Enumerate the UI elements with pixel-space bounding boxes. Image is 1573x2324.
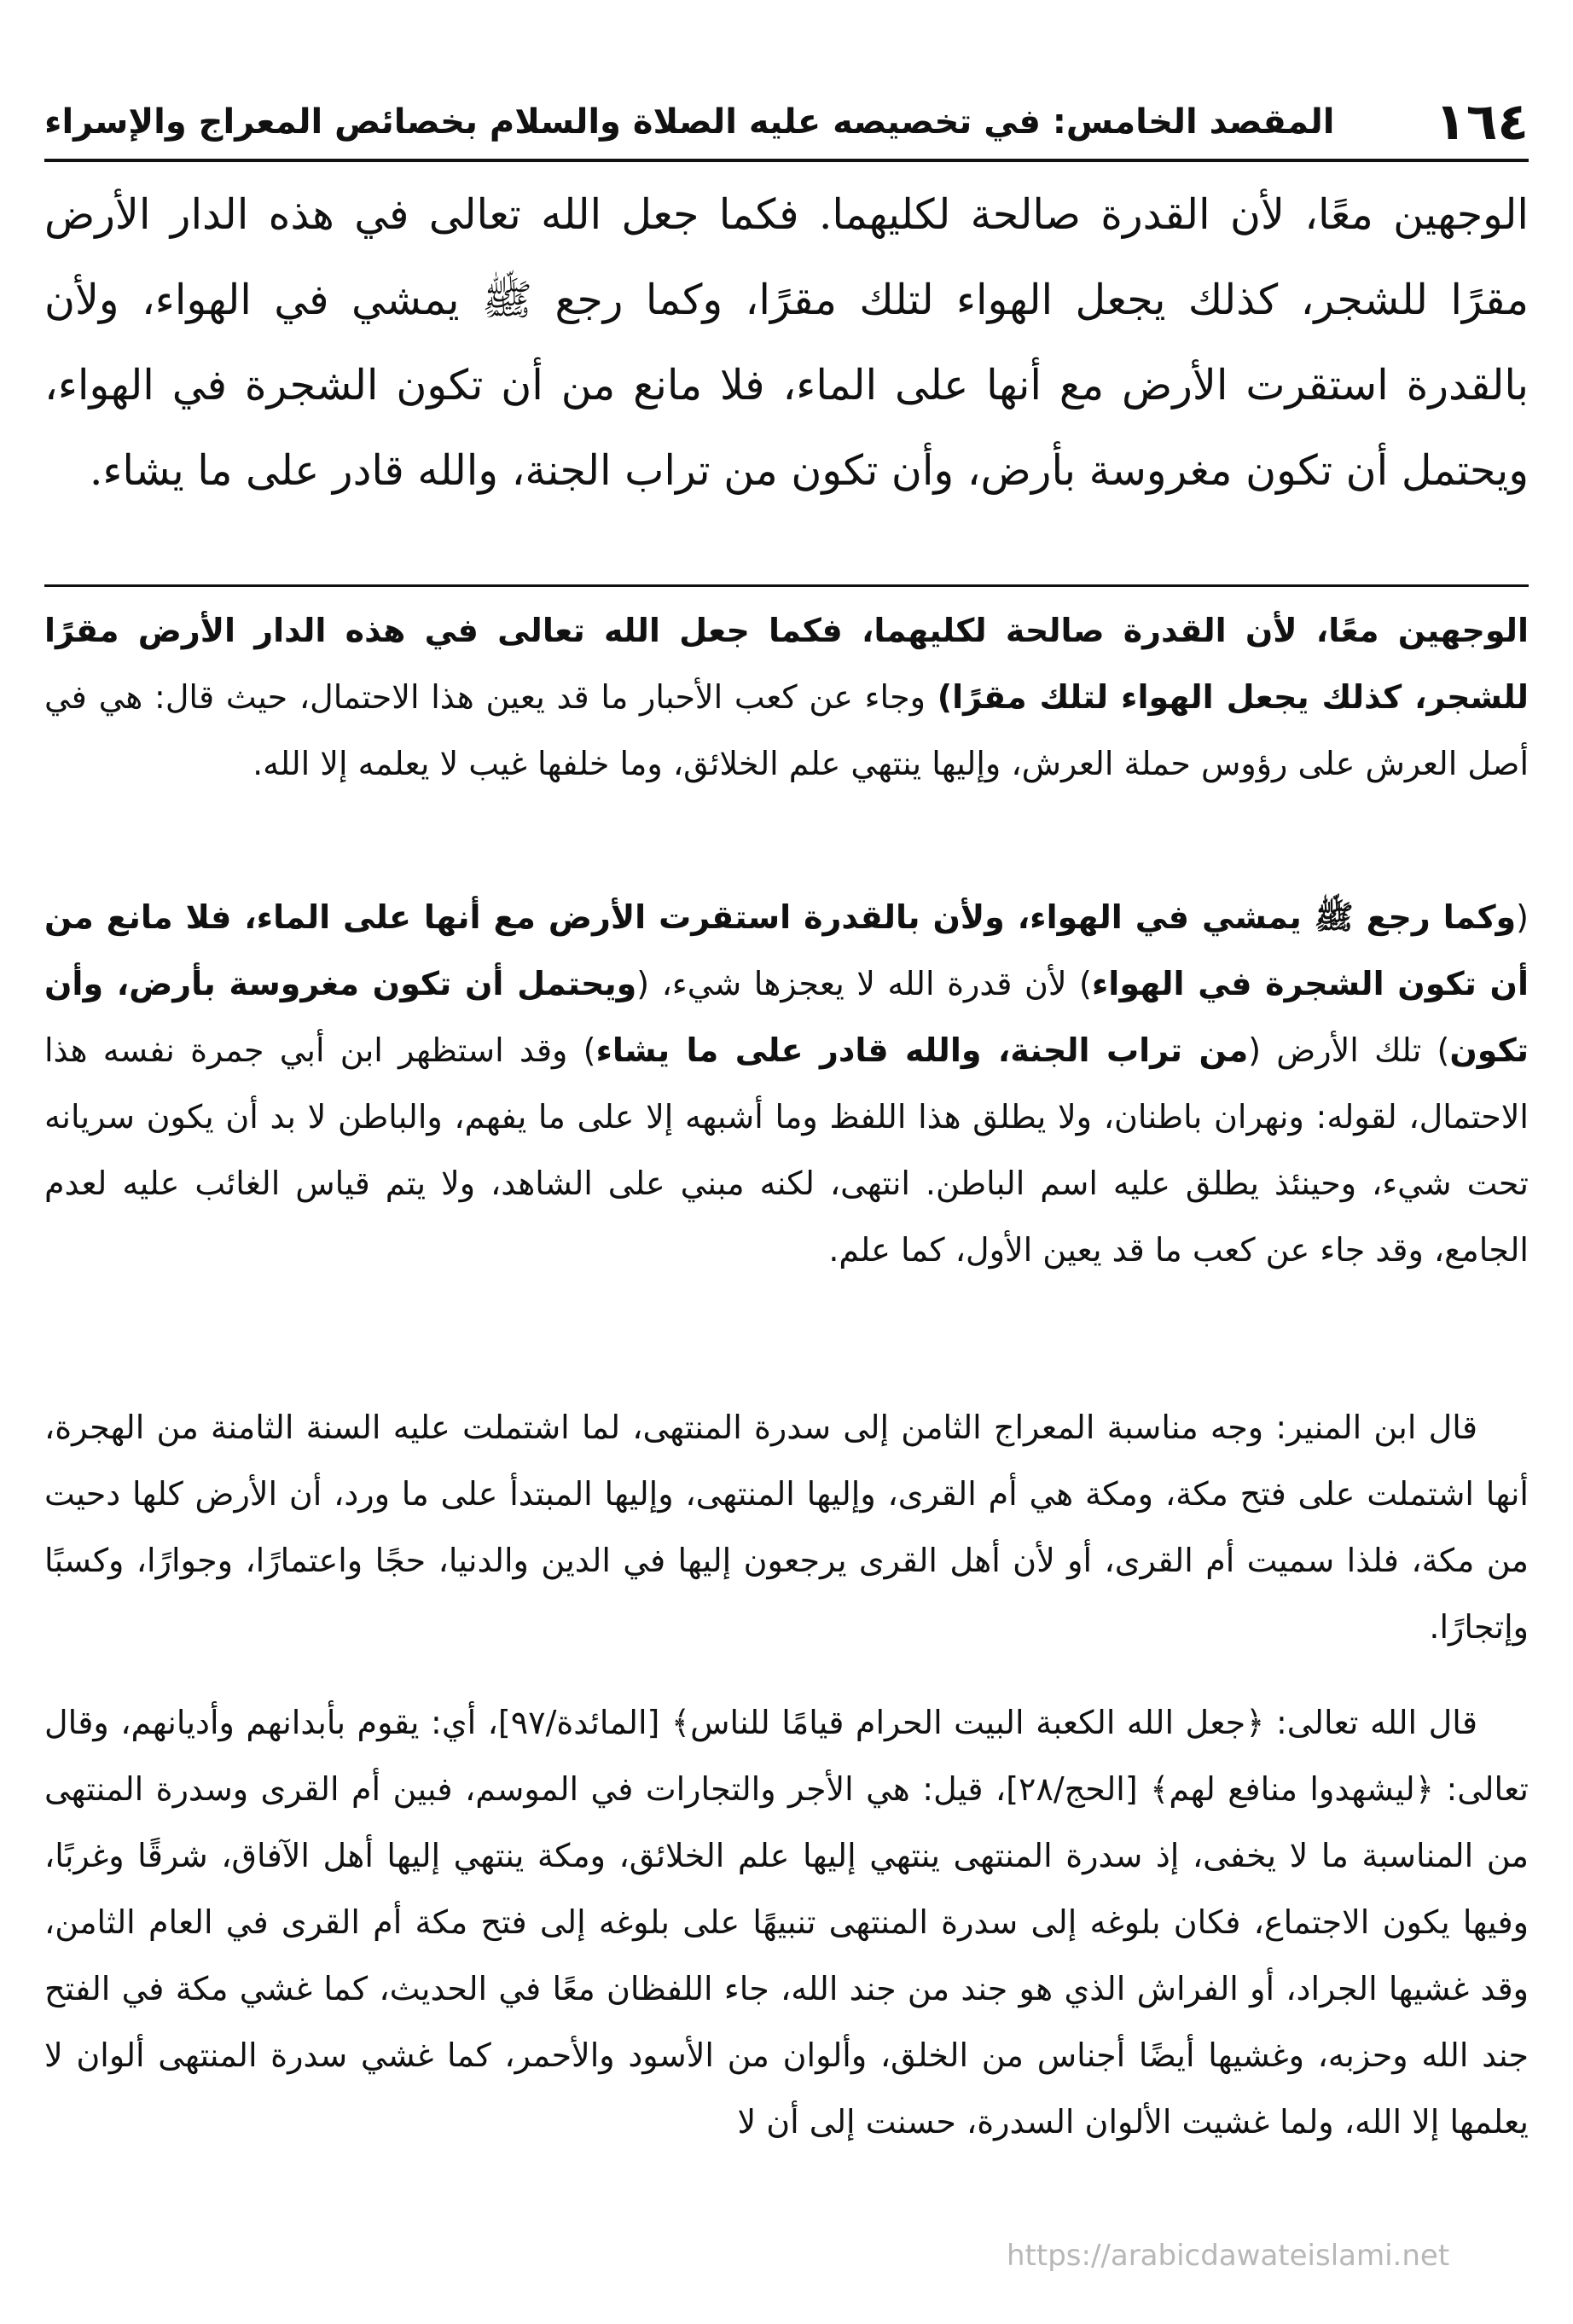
- running-title: المقصد الخامس: في تخصيصه عليه الصلاة والسلام بخصائص المعراج والإسراء: [44, 102, 1335, 142]
- text-commentary-divider: [44, 584, 1529, 587]
- running-header: [44, 92, 1529, 152]
- commentary-text: وجاء عن كعب الأحبار ما قد يعين هذا الاحتمال، حيث قال: هي في أصل العرش على رؤوس حملة العرش، وإليها ينتهي علم الخلائق، وما خلفها غيب لا يعلمه إلا الله.: [44, 678, 1529, 782]
- watermark: https://arabicdawateislami.net: [1007, 2239, 1450, 2273]
- header-rule: [44, 159, 1529, 162]
- commentary-paragraph-1: [44, 597, 1529, 797]
- main-text: الوجهين معًا، لأن القدرة صالحة لكليهما. فكما جعل الله تعالى في هذه الدار الأرض مقرًا للشجر، كذلك يجعل الهواء لتلك مقرًا، وكما رجع ﷺ يمشي في الهواء، ولأن بالقدرة استقرت الأرض مع أنها على الماء، فلا مانع من أن تكون الشجرة في الهواء، ويحتمل أن تكون مغروسة بأرض، وأن تكون من تراب الجنة، والله قادر على ما يشاء.: [44, 190, 1529, 495]
- commentary-text: ) وقد استظهر ابن أبي جمرة نفسه هذا الاحتمال، لقوله: ونهران باطنان، ولا يطلق هذا اللفظ وما أشبهه إلا على ما يفهم، والباطن لا بد أن يكون سريانه تحت شيء، وحينئذ يطلق عليه اسم الباطن. انتهى، لكنه مبني على الشاهد، ولا يتم قياس الغائب عليه لعدم الجامع، وقد جاء عن كعب ما قد يعين الأول، كما علم.: [44, 1031, 1529, 1269]
- commentary-text: ) تلك الأرض (: [1248, 1031, 1450, 1069]
- page-number: ١٦٤: [1435, 92, 1529, 152]
- commentary-paragraph-3: قال ابن المنير: وجه مناسبة المعراج الثامن إلى سدرة المنتهى، لما اشتملت عليه السنة الثامنة من الهجرة، أنها اشتملت على فتح مكة، ومكة هي أم القرى، وإليها المنتهى، وإليها المبتدأ على ما ورد، أن الأرض كلها دحيت من مكة، فلذا سميت أم القرى، أو لأن أهل القرى يرجعون إليها في الدين والدنيا، حجًا واعتمارًا، وجوارًا، وكسبًا وإتجارًا.: [44, 1409, 1529, 1646]
- commentary-paragraph-4: قال الله تعالى: ﴿جعل الله الكعبة البيت الحرام قيامًا للناس﴾ [المائدة/٩٧]، أي: يقوم بأبدانهم وأديانهم، وقال تعالى: ﴿ليشهدوا منافع لهم﴾ [الحج/٢٨]، قيل: هي الأجر والتجارات في الموسم، فبين أم القرى وسدرة المنتهى من المناسبة ما لا يخفى، إذ سدرة المنتهى ينتهي إليها علم الخلائق، ومكة ينتهي إليها أهل الآفاق، شرقًا وغربًا، وفيها يكون الاجتماع، فكان بلوغه إلى سدرة المنتهى تنبيهًا على بلوغه إلى فتح مكة أم القرى في العام الثامن، وقد غشيها الجراد، أو الفراش الذي هو جند من جند الله، جاء اللفظان معًا في الحديث، كما غشي مكة في الفتح جند الله وحزبه، وغشيها أيضًا أجناس من الخلق، وألوان من الأسود والأحمر، كما غشي سدرة المنتهى ألوان لا يعلمها إلا الله، ولما غشيت الألوان السدرة، حسنت إلى أن لا: [44, 1704, 1529, 2141]
- commentary-text: ) لأن قدرة الله لا يعجزها شيء، (: [636, 965, 1092, 1002]
- open-paren: (: [1516, 898, 1529, 936]
- quoted-main-text: من تراب الجنة، والله قادر على ما يشاء: [595, 1031, 1249, 1069]
- quoted-main-text: الوجهين معًا، لأن القدرة صالحة لكليهما، فكما جعل الله تعالى في هذه الدار الأرض مقرًا للشجر، كذلك يجعل الهواء لتلك مقرًا): [44, 612, 1529, 716]
- quoted-main-text: ويحتمل أن تكون مغروسة بأرض، وأن تكون: [44, 965, 1529, 1069]
- commentary-paragraph-2: [44, 884, 1529, 1283]
- quoted-main-text: وكما رجع ﷺ يمشي في الهواء، ولأن بالقدرة استقرت الأرض مع أنها على الماء، فلا مانع من أن تكون الشجرة في الهواء: [44, 898, 1529, 1002]
